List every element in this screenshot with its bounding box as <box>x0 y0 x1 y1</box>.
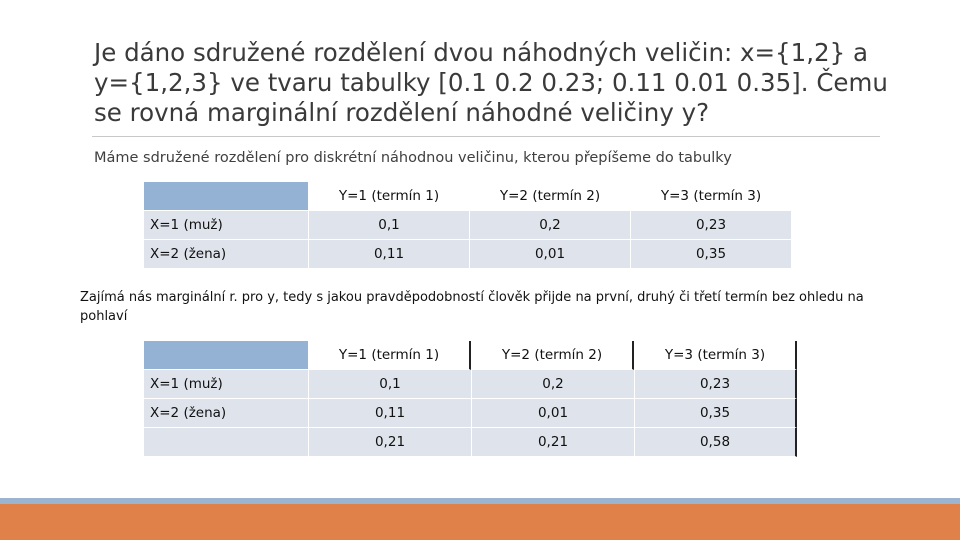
row-header: X=2 (žena) <box>144 399 308 428</box>
table-row <box>144 399 797 428</box>
marginal-cell: 0,58 <box>634 428 797 457</box>
table-row <box>144 370 797 399</box>
table-header-row <box>144 182 791 211</box>
marginal-cell: 0,21 <box>308 428 471 457</box>
column-header: Y=1 (termín 1) <box>308 341 471 370</box>
table-cell: 0,35 <box>630 240 791 269</box>
column-header: Y=3 (termín 3) <box>634 341 797 370</box>
marginal-sum-row <box>144 428 797 457</box>
table-cell: 0,23 <box>634 370 797 399</box>
footer-bar <box>0 504 960 540</box>
table-cell: 0,35 <box>634 399 797 428</box>
table-corner-cell <box>144 182 308 211</box>
table-cell: 0,2 <box>469 211 630 240</box>
table-cell: 0,23 <box>630 211 791 240</box>
table-cell: 0,01 <box>471 399 634 428</box>
joint-distribution-table <box>144 182 791 269</box>
table-cell: 0,1 <box>308 211 469 240</box>
marginal-distribution-table <box>144 341 797 457</box>
column-header: Y=2 (termín 2) <box>469 182 630 211</box>
slide-subtitle: Máme sdružené rozdělení pro diskrétní náhodnou veličinu, kterou přepíšeme do tabulky <box>94 150 732 166</box>
table-row <box>144 240 791 269</box>
row-header: X=1 (muž) <box>144 370 308 399</box>
column-header: Y=2 (termín 2) <box>471 341 634 370</box>
table-header-row <box>144 341 797 370</box>
title-divider <box>92 136 880 137</box>
marginal-note: Zajímá nás marginální r. pro y, tedy s jakou pravděpodobností člověk přijde na první, druhý či třetí termín bez ohledu na pohlaví <box>80 290 864 324</box>
column-header: Y=3 (termín 3) <box>630 182 791 211</box>
slide-title: Je dáno sdružené rozdělení dvou náhodných veličin: x={1,2} a y={1,2,3} ve tvaru tabulky [0.1 0.2 0.23; 0.11 0.01 0.35]. Čemu se rovná marginální rozdělení náhodné veličiny y? <box>94 38 888 127</box>
table-row <box>144 211 791 240</box>
column-header: Y=1 (termín 1) <box>308 182 469 211</box>
table-cell: 0,2 <box>471 370 634 399</box>
row-header: X=1 (muž) <box>144 211 308 240</box>
table-cell: 0,11 <box>308 240 469 269</box>
table-cell: 0,1 <box>308 370 471 399</box>
table-cell: 0,01 <box>469 240 630 269</box>
row-header <box>144 428 308 457</box>
table-cell: 0,11 <box>308 399 471 428</box>
row-header: X=2 (žena) <box>144 240 308 269</box>
table-corner-cell <box>144 341 308 370</box>
marginal-cell: 0,21 <box>471 428 634 457</box>
